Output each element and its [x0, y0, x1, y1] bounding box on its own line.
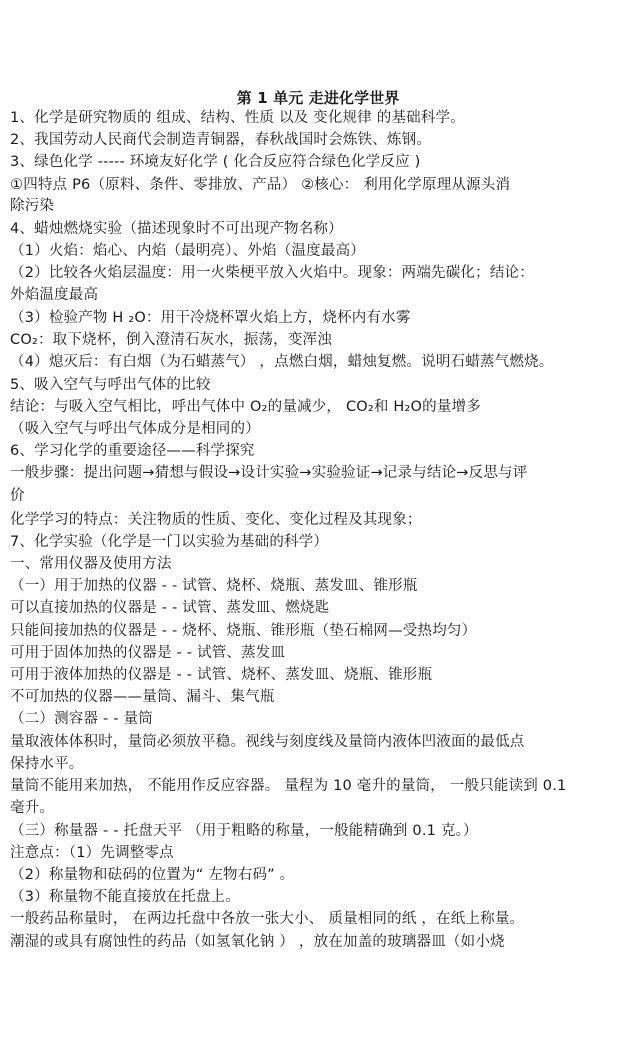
text-line: 外焰温度最高: [10, 287, 99, 303]
text-line: 2、我国劳动人民商代会制造青铜器，春秋战国时会炼铁、炼钢。: [10, 132, 432, 148]
unit-title: 第 1 单元 走进化学世界: [236, 89, 400, 107]
text-line: （二）测容器 - - 量筒: [10, 711, 153, 727]
text-line: （1）火焰：焰心、内焰（最明亮）、外焰（温度最高）: [10, 243, 365, 259]
text-line: 7、化学实验（化学是一门以实验为基础的科学）: [10, 534, 329, 550]
text-line: （三）称量器 - - 托盘天平 （用于粗略的称量，一般能精确到 0.1 克。）: [10, 823, 478, 839]
text-line: 注意点：（1）先调整零点: [10, 845, 174, 861]
text-line: CO₂：取下烧杯，倒入澄清石灰水，振荡，变浑浊: [10, 332, 332, 348]
text-line: 除污染: [10, 198, 55, 214]
text-line: 5、吸入空气与呼出气体的比较: [10, 377, 211, 393]
text-line: 潮湿的或具有腐蚀性的药品（如氢氧化钠 ） ，放在加盖的玻璃器皿（如小烧: [10, 934, 505, 950]
text-line: （3）检验产物 H ₂O：用干冷烧杯罩火焰上方，烧杯内有水雾: [10, 310, 411, 326]
text-line: （4）熄灭后：有白烟（为石蜡蒸气） ，点燃白烟，蜡烛复燃。说明石蜡蒸气燃烧。: [10, 354, 554, 370]
text-line: （吸入空气与呼出气体成分是相同的）: [10, 421, 260, 437]
text-line: 可以直接加热的仪器是 - - 试管、蒸发皿、燃烧匙: [10, 600, 330, 616]
text-line: 一、常用仪器及使用方法: [10, 556, 172, 572]
text-line: 毫升。: [10, 800, 55, 816]
text-line: （一）用于加热的仪器 - - 试管、烧杯、烧瓶、蒸发皿、锥形瓶: [10, 578, 418, 594]
text-line: 不可加热的仪器——量筒、漏斗、集气瓶: [10, 689, 275, 705]
text-line: 一般药品称量时， 在两边托盘中各放一张大小、 质量相同的纸 ，在纸上称量。: [10, 911, 525, 927]
text-line: 6、学习化学的重要途径——科学探究: [10, 443, 255, 459]
text-line: 只能间接加热的仪器是 - - 烧杯、烧瓶、锥形瓶（垫石棉网—受热均匀）: [10, 623, 477, 639]
text-line: 1、化学是研究物质的 组成、结构、性质 以及 变化规律 的基础科学。: [10, 110, 465, 126]
text-line: 化学学习的特点：关注物质的性质、变化、变化过程及其现象；: [10, 512, 422, 528]
text-line: 保持水平。: [10, 756, 84, 772]
text-line: 可用于固体加热的仪器是 - - 试管、蒸发皿: [10, 645, 286, 661]
text-line: ①四特点 P6（原料、条件、零排放、产品） ②核心： 利用化学原理从源头消: [10, 177, 511, 193]
text-line: 量取液体体积时，量筒必须放平稳。视线与刻度线及量筒内液体凹液面的最低点: [10, 734, 525, 750]
text-line: 价: [10, 488, 25, 504]
text-line: 3、绿色化学 ----- 环境友好化学 ( 化合反应符合绿色化学反应 ): [10, 154, 421, 170]
text-line: 可用于液体加热的仪器是 - - 试管、烧杯、蒸发皿、烧瓶、锥形瓶: [10, 667, 433, 683]
text-line: （2）称量物和砝码的位置为“ 左物右码” 。: [10, 867, 295, 883]
text-line: 4、蜡烛燃烧实验（描述现象时不可出现产物名称）: [10, 221, 343, 237]
text-line: （2）比较各火焰层温度：用一火柴梗平放入火焰中。现象：两端先碳化；结论：: [10, 265, 534, 281]
text-line: （3）称量物不能直接放在托盘上。: [10, 889, 240, 905]
text-line: 量筒不能用来加热， 不能用作反应容器。 量程为 10 毫升的量筒， 一般只能读到 0.1: [10, 778, 567, 794]
text-line: 结论：与吸入空气相比，呼出气体中 O₂的量减少， CO₂和 H₂O的量增多: [10, 399, 481, 415]
text-line: 一般步骤：提出问题→猜想与假设→设计实验→实验验证→记录与结论→反思与评: [10, 465, 528, 481]
